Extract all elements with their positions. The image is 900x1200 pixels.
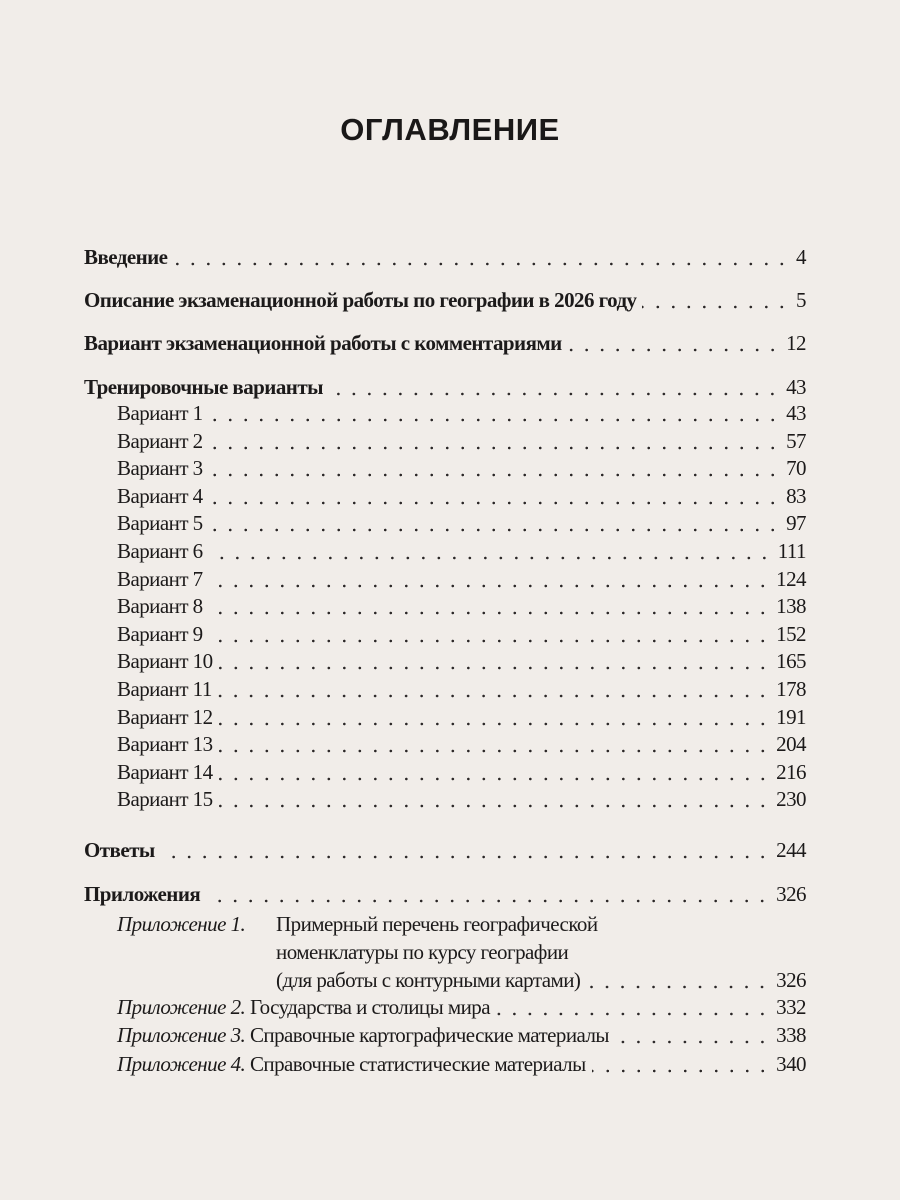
toc-page-number: 230 (776, 787, 806, 812)
dot-leader (586, 985, 770, 989)
dot-leader (219, 722, 771, 726)
toc-entry-variant[interactable] (117, 567, 806, 595)
toc-entry-introduction[interactable] (84, 245, 806, 273)
toc-page-number: 338 (776, 1023, 806, 1047)
toc-entry-variant[interactable] (117, 649, 806, 677)
appendix-prefix: Приложение 3. (117, 1023, 246, 1047)
toc-entry-training-variants[interactable] (84, 375, 806, 403)
toc-page-number: 57 (786, 428, 806, 453)
toc-entry-answers[interactable] (84, 838, 806, 866)
toc-entry-label: Вариант 8 (117, 594, 203, 619)
dot-leader (209, 446, 780, 450)
dot-leader (568, 348, 780, 352)
toc-page-number: 111 (777, 539, 806, 563)
toc-entry-commented-variant[interactable] (84, 331, 806, 359)
toc-entry-variant[interactable] (117, 622, 806, 650)
toc-entry-variant[interactable] (117, 539, 806, 567)
toc-page-number: 4 (796, 245, 806, 269)
toc-entry-label: Вариант 1 (117, 401, 203, 425)
page-title: ОГЛАВЛЕНИЕ (340, 112, 560, 147)
toc-entry-label: Справочные статистические материалы (249, 1052, 586, 1076)
appendix-title-line: (для работы с контурными картами) (276, 968, 581, 992)
toc-entry-appendix-1[interactable] (117, 912, 806, 996)
toc-page-number: 326 (776, 882, 806, 906)
toc-entry-variant[interactable] (117, 401, 806, 429)
toc-entry-label: Вариант 9 (117, 621, 203, 646)
dot-leader (592, 1069, 771, 1073)
toc-entry-variant[interactable] (117, 732, 806, 760)
toc-entry-label: Описание экзаменационной работы по географии в 2026 году (84, 288, 637, 312)
toc-page-number: 124 (776, 566, 806, 591)
toc-entry-variant[interactable] (117, 511, 806, 539)
toc-entry-label: Вариант 10 (117, 649, 213, 674)
toc-entry-label: Вариант экзаменационной работы с комментариями (84, 331, 562, 355)
toc-entry-variant[interactable] (117, 760, 806, 788)
toc-entry-variant[interactable] (117, 787, 806, 815)
toc-entry-label: Вариант 5 (117, 511, 203, 536)
toc-entry-variant[interactable] (117, 456, 806, 484)
toc-entry-exam-description[interactable] (84, 288, 806, 316)
dot-leader (496, 1012, 770, 1016)
toc-entry-variant[interactable] (117, 594, 806, 622)
toc-page-number: 191 (776, 704, 806, 729)
toc-entry-label: Приложения (84, 882, 201, 906)
toc-entry-label: Вариант 11 (117, 677, 212, 701)
dot-leader (209, 639, 771, 643)
appendix-prefix: Приложение 2. (117, 995, 246, 1019)
toc-page-number: 340 (776, 1052, 806, 1076)
appendix-prefix: Приложение 4. (117, 1052, 246, 1076)
toc-page-number: 70 (786, 456, 806, 481)
dot-leader (209, 528, 780, 532)
dot-leader (209, 473, 780, 477)
toc-entry-label: Вариант 3 (117, 456, 203, 481)
toc-entry-appendix-4[interactable] (117, 1052, 806, 1080)
toc-page-number: 216 (776, 759, 806, 784)
toc-entry-appendices[interactable] (84, 882, 806, 910)
toc-page-number: 12 (786, 331, 806, 355)
dot-leader (219, 666, 771, 670)
toc-page-number: 5 (796, 288, 806, 312)
toc-entry-variant[interactable] (117, 429, 806, 457)
dot-leader (209, 501, 780, 505)
toc-page-number: 83 (786, 483, 806, 508)
dot-leader (206, 899, 770, 903)
toc-entry-label: Государства и столицы мира (249, 995, 490, 1019)
toc-entry-label: Ответы (84, 838, 155, 862)
appendix-title-line: номенклатуры по курсу географии (276, 940, 569, 964)
toc-entry-appendix-3[interactable] (117, 1023, 806, 1051)
toc-page-number: 152 (776, 621, 806, 646)
toc-page-number: 97 (786, 511, 806, 536)
dot-leader (329, 392, 780, 396)
dot-leader (209, 418, 780, 422)
dot-leader (219, 749, 771, 753)
dot-leader (209, 556, 772, 560)
toc-entry-label: Вариант 4 (117, 483, 203, 508)
toc-entry-label: Введение (84, 245, 168, 269)
dot-leader (209, 584, 771, 588)
dot-leader (173, 262, 790, 266)
dot-leader (218, 694, 770, 698)
toc-entry-label: Вариант 7 (117, 566, 203, 591)
toc-entry-variant[interactable] (117, 484, 806, 512)
toc-entry-label: Вариант 14 (117, 759, 213, 784)
dot-leader (615, 1040, 770, 1044)
toc-entry-label: Тренировочные варианты (84, 375, 323, 399)
toc-entry-label: Справочные картографические материалы (249, 1023, 609, 1047)
dot-leader (219, 777, 771, 781)
dot-leader (642, 305, 790, 309)
toc-page-number: 43 (786, 375, 806, 399)
toc-page-number: 138 (776, 594, 806, 619)
dot-leader (219, 804, 771, 808)
toc-page-number: 43 (786, 401, 806, 425)
toc-page-number: 332 (776, 995, 806, 1019)
dot-leader (161, 855, 770, 859)
toc-entry-label: Вариант 6 (117, 539, 203, 563)
dot-leader (209, 611, 771, 615)
toc-page-number: 178 (776, 677, 806, 701)
toc-entry-appendix-2[interactable] (117, 995, 806, 1023)
toc-page-number: 204 (776, 732, 806, 757)
appendix-prefix: Приложение 1. (117, 912, 246, 936)
toc-entry-variant[interactable] (117, 705, 806, 733)
toc-entry-label: Вариант 15 (117, 787, 213, 812)
toc-entry-variant[interactable] (117, 677, 806, 705)
toc-page-number: 244 (776, 838, 806, 862)
toc-page-number: 326 (776, 968, 806, 992)
toc-entry-label: Вариант 12 (117, 704, 213, 729)
toc-entry-label: Вариант 13 (117, 732, 213, 757)
appendix-title-line: Примерный перечень географической (276, 912, 598, 936)
toc-page-number: 165 (776, 649, 806, 674)
toc-entry-label: Вариант 2 (117, 428, 203, 453)
